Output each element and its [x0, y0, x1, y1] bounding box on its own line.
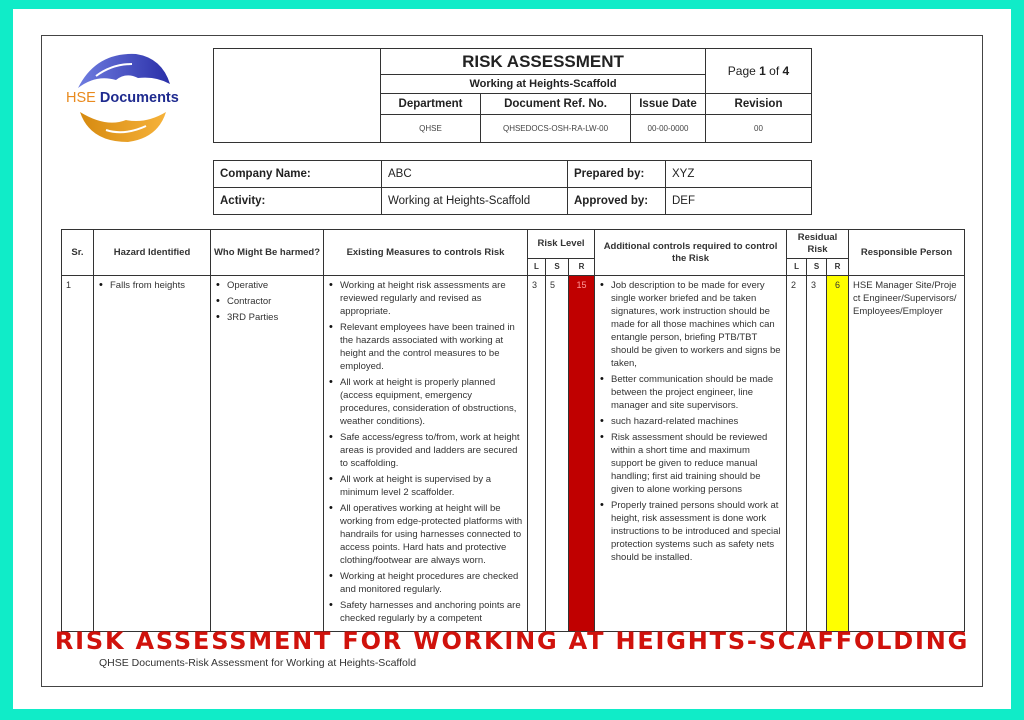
- residual-s-header: S: [807, 259, 827, 276]
- list-item: • Job description to be made for every single worker briefed and be taken signatures, work instruction should be made for all those machines which can entangle person, briefing PTB/TBT should be given to workers and signs be taken,: [599, 279, 782, 370]
- existing-measures-cell: [324, 276, 528, 632]
- list-item: • Risk assessment should be reviewed within a short time and maximum support be given to reduce manual handling; first aid training should be given to alone working persons: [599, 431, 782, 496]
- hazard-header: Hazard Identified: [94, 230, 211, 276]
- sr-header: Sr.: [62, 230, 94, 276]
- list-item: • Safety harnesses and anchoring points are checked regularly by a competent: [328, 599, 523, 625]
- table-row: [62, 276, 965, 632]
- risk-l-value: 3: [528, 276, 546, 632]
- responsible-cell: HSE Manager Site/Project Engineer/Supervisors/Employees/Employer: [849, 276, 965, 632]
- list-item: • All work at height is properly planned (access equipment, emergency procedures, consideration of obstructions, weather conditions).: [328, 376, 523, 428]
- list-item: • Working at height procedures are checked and monitored regularly.: [328, 570, 523, 596]
- residual-s-value: 3: [807, 276, 827, 632]
- list-item: • Operative: [215, 279, 319, 292]
- company-value: ABC: [382, 161, 568, 188]
- doc-ref-header: Document Ref. No.: [481, 94, 631, 114]
- revision-header: Revision: [706, 94, 812, 114]
- doc-ref-value: QHSEDOCS-OSH-RA-LW-00: [481, 114, 631, 142]
- residual-r-value: 6: [827, 276, 849, 632]
- who-cell: [211, 276, 324, 632]
- residual-l-header: L: [787, 259, 807, 276]
- list-item: • Relevant employees have been trained in the hazards associated with working at height and the control measures to be employed.: [328, 321, 523, 373]
- department-value: QHSE: [381, 114, 481, 142]
- company-label: Company Name:: [214, 161, 382, 188]
- department-header: Department: [381, 94, 481, 114]
- sr-cell: 1: [62, 276, 94, 632]
- activity-label: Activity:: [214, 188, 382, 215]
- revision-value: 00: [706, 114, 812, 142]
- document-title: RISK ASSESSMENT: [381, 49, 706, 75]
- list-item: • All operatives working at height will be working from edge-protected platforms with handrails for using harnesses connected to access points. Hard hats and protective clothing/footwear are always worn.: [328, 502, 523, 567]
- risk-table: [61, 229, 965, 632]
- list-item: • Contractor: [215, 295, 319, 308]
- residual-l-value: 2: [787, 276, 807, 632]
- list-item: • Falls from heights: [98, 279, 206, 292]
- prepared-label: Prepared by:: [568, 161, 666, 188]
- list-item: • Better communication should be made between the project engineer, line manager and site supervisors.: [599, 373, 782, 412]
- list-item: • Safe access/egress to/from, work at height areas is provided and ladders are secured to scaffolding.: [328, 431, 523, 470]
- list-item: • 3RD Parties: [215, 311, 319, 324]
- list-item: • such hazard-related machines: [599, 415, 782, 428]
- residual-risk-header: Residual Risk: [787, 230, 849, 259]
- list-item: • Properly trained persons should work at height, risk assessment is done work instructions to be introduced and special protection systems such as safety nets should be installed.: [599, 499, 782, 564]
- who-header: Who Might Be harmed?: [211, 230, 324, 276]
- header-blank-cell: [214, 49, 381, 143]
- risk-s-value: 5: [546, 276, 569, 632]
- prepared-value: XYZ: [666, 161, 812, 188]
- list-item: • All work at height is supervised by a minimum level 2 scaffolder.: [328, 473, 523, 499]
- risk-r-header: R: [569, 259, 595, 276]
- approved-value: DEF: [666, 188, 812, 215]
- hazard-cell: [94, 276, 211, 632]
- risk-l-header: L: [528, 259, 546, 276]
- issue-date-header: Issue Date: [631, 94, 706, 114]
- hse-documents-logo: [66, 50, 179, 145]
- risk-level-header: Risk Level: [528, 230, 595, 259]
- responsible-header: Responsible Person: [849, 230, 965, 276]
- additional-controls-cell: [595, 276, 787, 632]
- page-number: Page 1 of 4: [706, 49, 812, 94]
- footer-text: QHSE Documents-Risk Assessment for Working at Heights-Scaffold: [99, 657, 417, 669]
- info-table: [213, 160, 812, 215]
- activity-value: Working at Heights-Scaffold: [382, 188, 568, 215]
- banner-title: RISK ASSESSMENT FOR WORKING AT HEIGHTS-SCAFFOLDING: [54, 627, 970, 655]
- document-subtitle: Working at Heights-Scaffold: [381, 75, 706, 94]
- existing-measures-header: Existing Measures to controls Risk: [324, 230, 528, 276]
- list-item: • Working at height risk assessments are reviewed regularly and revised as appropriate.: [328, 279, 523, 318]
- issue-date-value: 00-00-0000: [631, 114, 706, 142]
- document-header-table: [213, 48, 812, 143]
- residual-r-header: R: [827, 259, 849, 276]
- approved-label: Approved by:: [568, 188, 666, 215]
- risk-s-header: S: [546, 259, 569, 276]
- logo-text: HSE Documents: [66, 90, 179, 106]
- additional-controls-header: Additional controls required to control the Risk: [595, 230, 787, 276]
- risk-r-value: 15: [569, 276, 595, 632]
